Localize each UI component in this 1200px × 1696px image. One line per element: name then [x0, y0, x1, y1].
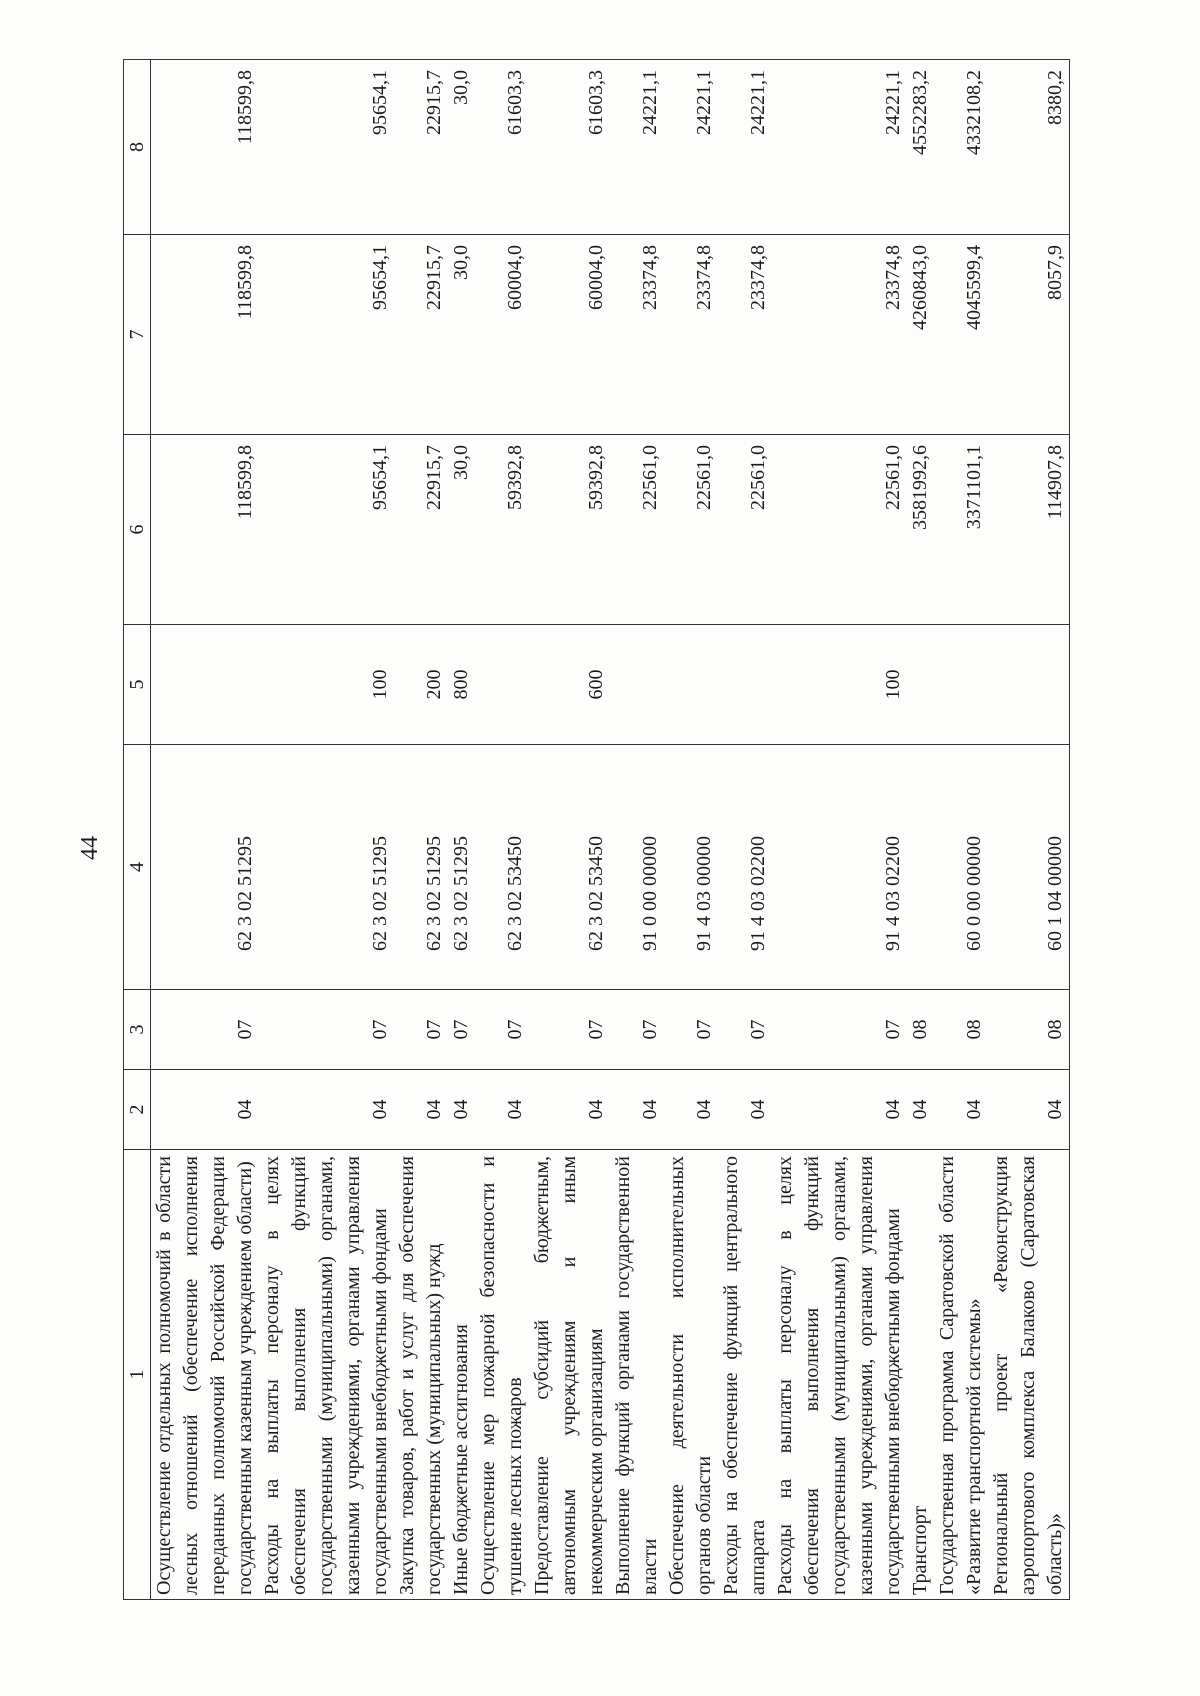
column-header: 7 — [124, 235, 151, 435]
section-code-cell: 04 — [718, 1070, 772, 1150]
row-name-cell: Транспорт — [907, 1150, 934, 1600]
row-name-cell: Закупка товаров, работ и услуг для обеспечения государственных (муниципальных) нужд — [394, 1150, 448, 1600]
amount-cell: 118599,8 — [151, 60, 260, 235]
amount-cell: 114907,8 — [988, 435, 1070, 625]
subsection-code-cell: 08 — [934, 990, 988, 1070]
section-code-cell: 04 — [394, 1070, 448, 1150]
expense-type-cell: 200 — [394, 625, 448, 745]
subsection-code-cell: 08 — [988, 990, 1070, 1070]
column-header: 5 — [124, 625, 151, 745]
amount-cell: 24221,1 — [718, 60, 772, 235]
table-row — [394, 60, 448, 1600]
amount-cell: 22561,0 — [718, 435, 772, 625]
table-row — [907, 60, 934, 1600]
row-name-cell: Государственная программа Саратовской области «Развитие транспортной системы» — [934, 1150, 988, 1600]
subsection-code-cell: 07 — [772, 990, 907, 1070]
amount-cell: 118599,8 — [151, 435, 260, 625]
section-code-cell: 04 — [664, 1070, 718, 1150]
amount-cell: 95654,1 — [259, 435, 394, 625]
amount-cell: 118599,8 — [151, 235, 260, 435]
target-article-cell — [907, 745, 934, 990]
expense-type-cell — [664, 625, 718, 745]
amount-cell: 22915,7 — [394, 435, 448, 625]
section-code-cell: 04 — [988, 1070, 1070, 1150]
target-article-cell: 62 3 02 51295 — [259, 745, 394, 990]
section-code-cell: 04 — [610, 1070, 664, 1150]
expense-type-cell — [610, 625, 664, 745]
column-header: 1 — [124, 1150, 151, 1600]
section-code-cell: 04 — [529, 1070, 610, 1150]
expense-type-cell — [718, 625, 772, 745]
amount-cell: 23374,8 — [772, 235, 907, 435]
page-number: 44 — [77, 836, 103, 860]
row-name-cell: Предоставление субсидий бюджетным, автономным учреждениям и иным некоммерческим организациям — [529, 1150, 610, 1600]
target-article-cell: 62 3 02 51295 — [394, 745, 448, 990]
target-article-cell: 60 1 04 00000 — [988, 745, 1070, 990]
table-row — [448, 60, 475, 1600]
budget-table — [123, 59, 1070, 1600]
target-article-cell: 62 3 02 51295 — [151, 745, 260, 990]
subsection-code-cell: 07 — [448, 990, 475, 1070]
amount-cell: 24221,1 — [772, 60, 907, 235]
section-code-cell: 04 — [151, 1070, 260, 1150]
table-row — [664, 60, 718, 1600]
amount-cell: 22915,7 — [394, 60, 448, 235]
amount-cell: 8057,9 — [988, 235, 1070, 435]
table-row — [718, 60, 772, 1600]
section-code-cell: 04 — [934, 1070, 988, 1150]
amount-cell: 95654,1 — [259, 60, 394, 235]
table-row — [988, 60, 1070, 1600]
column-header: 6 — [124, 435, 151, 625]
amount-cell: 8380,2 — [988, 60, 1070, 235]
amount-cell: 61603,3 — [529, 60, 610, 235]
column-header: 3 — [124, 990, 151, 1070]
expense-type-cell: 800 — [448, 625, 475, 745]
subsection-code-cell: 07 — [664, 990, 718, 1070]
row-name-cell: Обеспечение деятельности исполнительных органов области — [664, 1150, 718, 1600]
amount-cell: 23374,8 — [610, 235, 664, 435]
rotated-page — [123, 60, 1066, 1600]
table-row — [151, 60, 260, 1600]
row-name-cell: Региональный проект «Реконструкция аэропортового комплекса Балаково (Саратовская область)» — [988, 1150, 1070, 1600]
expense-type-cell — [151, 625, 260, 745]
expense-type-cell — [475, 625, 529, 745]
amount-cell: 4552283,2 — [907, 60, 934, 235]
subsection-code-cell: 07 — [151, 990, 260, 1070]
amount-cell: 24221,1 — [610, 60, 664, 235]
amount-cell: 3371101,1 — [934, 435, 988, 625]
amount-cell: 4332108,2 — [934, 60, 988, 235]
section-code-cell: 04 — [907, 1070, 934, 1150]
amount-cell: 24221,1 — [664, 60, 718, 235]
amount-cell: 61603,3 — [475, 60, 529, 235]
subsection-code-cell: 07 — [475, 990, 529, 1070]
amount-cell: 60004,0 — [529, 235, 610, 435]
row-name-cell: Выполнение функций органами государственной власти — [610, 1150, 664, 1600]
subsection-code-cell: 08 — [907, 990, 934, 1070]
amount-cell: 30,0 — [448, 435, 475, 625]
subsection-code-cell: 07 — [394, 990, 448, 1070]
subsection-code-cell: 07 — [529, 990, 610, 1070]
table-row — [259, 60, 394, 1600]
table-row — [934, 60, 988, 1600]
section-code-cell: 04 — [475, 1070, 529, 1150]
table-body — [151, 60, 1070, 1600]
column-header: 8 — [124, 60, 151, 235]
row-name-cell: Расходы на обеспечение функций центрального аппарата — [718, 1150, 772, 1600]
expense-type-cell — [988, 625, 1070, 745]
row-name-cell: Расходы на выплаты персоналу в целях обеспечения выполнения функций государственными (муниципальными) органами, казенными учреждениями, органами управления государственными внебюджетными фондами — [772, 1150, 907, 1600]
amount-cell: 22561,0 — [772, 435, 907, 625]
table-row — [529, 60, 610, 1600]
target-article-cell: 60 0 00 00000 — [934, 745, 988, 990]
amount-cell: 30,0 — [448, 235, 475, 435]
expense-type-cell: 600 — [529, 625, 610, 745]
target-article-cell: 62 3 02 53450 — [475, 745, 529, 990]
amount-cell: 59392,8 — [529, 435, 610, 625]
amount-cell: 4045599,4 — [934, 235, 988, 435]
expense-type-cell — [934, 625, 988, 745]
table-header-row — [124, 60, 151, 1600]
column-header: 4 — [124, 745, 151, 990]
expense-type-cell — [907, 625, 934, 745]
table-row — [610, 60, 664, 1600]
subsection-code-cell: 07 — [718, 990, 772, 1070]
amount-cell: 4260843,0 — [907, 235, 934, 435]
target-article-cell: 62 3 02 51295 — [448, 745, 475, 990]
target-article-cell: 91 0 00 00000 — [610, 745, 664, 990]
amount-cell: 95654,1 — [259, 235, 394, 435]
amount-cell: 23374,8 — [664, 235, 718, 435]
section-code-cell: 04 — [772, 1070, 907, 1150]
expense-type-cell: 100 — [772, 625, 907, 745]
amount-cell: 59392,8 — [475, 435, 529, 625]
amount-cell: 30,0 — [448, 60, 475, 235]
row-name-cell: Иные бюджетные ассигнования — [448, 1150, 475, 1600]
table-row — [475, 60, 529, 1600]
row-name-cell: Осуществление мер пожарной безопасности и тушение лесных пожаров — [475, 1150, 529, 1600]
subsection-code-cell: 07 — [610, 990, 664, 1070]
target-article-cell: 91 4 03 02200 — [718, 745, 772, 990]
expense-type-cell: 100 — [259, 625, 394, 745]
row-name-cell: Расходы на выплаты персоналу в целях обеспечения выполнения функций государственными (муниципальными) органами, казенными учреждениями, органами управления государственными внебюджетными фондами — [259, 1150, 394, 1600]
target-article-cell: 62 3 02 53450 — [529, 745, 610, 990]
amount-cell: 23374,8 — [718, 235, 772, 435]
target-article-cell: 91 4 03 00000 — [664, 745, 718, 990]
column-header: 2 — [124, 1070, 151, 1150]
section-code-cell: 04 — [259, 1070, 394, 1150]
row-name-cell: Осуществление отдельных полномочий в области лесных отношений (обеспечение исполнения переданных полномочий Российской Федерации государственным казенным учреждением области) — [151, 1150, 260, 1600]
amount-cell: 60004,0 — [475, 235, 529, 435]
target-article-cell: 91 4 03 02200 — [772, 745, 907, 990]
table-row — [772, 60, 907, 1600]
amount-cell: 22561,0 — [610, 435, 664, 625]
amount-cell: 22561,0 — [664, 435, 718, 625]
section-code-cell: 04 — [448, 1070, 475, 1150]
amount-cell: 3581992,6 — [907, 435, 934, 625]
amount-cell: 22915,7 — [394, 235, 448, 435]
subsection-code-cell: 07 — [259, 990, 394, 1070]
